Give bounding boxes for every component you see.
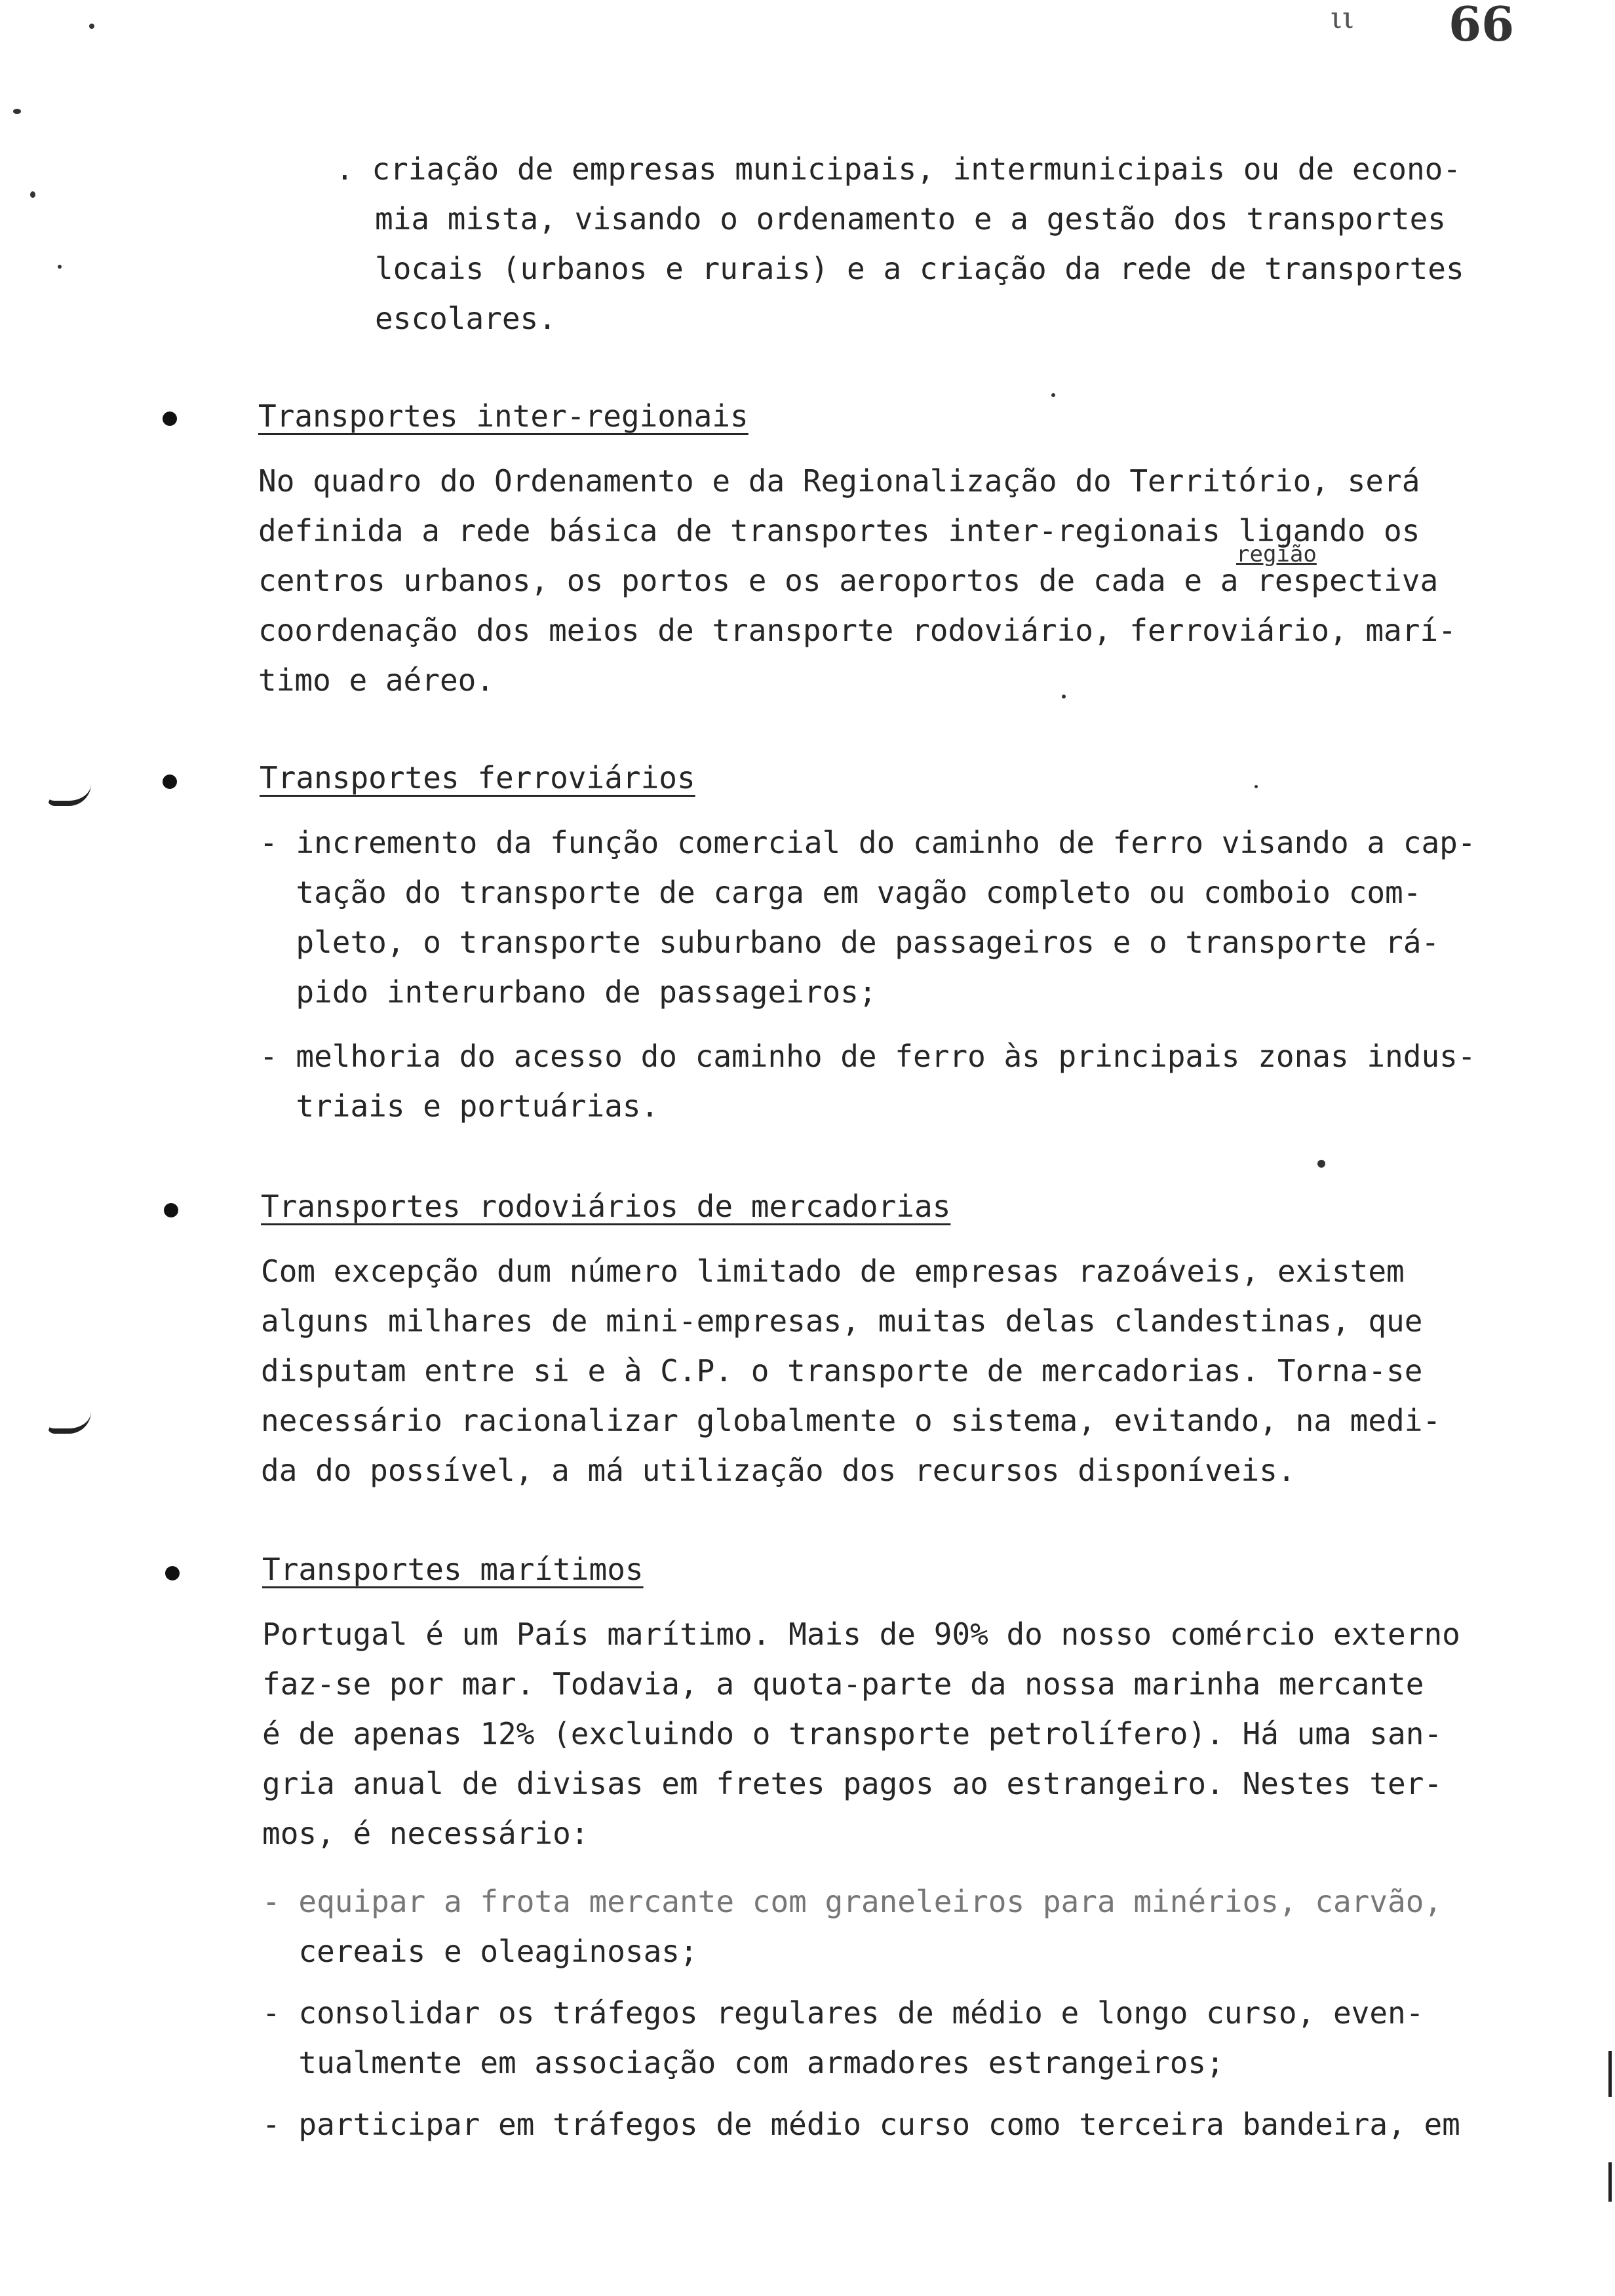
list-item	[262, 1988, 1424, 2088]
text-line: da do possível, a má utilização dos recursos disponíveis.	[261, 1453, 1296, 1488]
section-heading: Transportes inter-regionais	[258, 398, 749, 434]
text-line: Com excepção dum número limitado de empresas razoáveis, existem	[261, 1253, 1405, 1289]
section-heading: Transportes ferroviários	[260, 760, 695, 795]
bullet-icon	[165, 1566, 180, 1580]
text-line: Portugal é um País marítimo. Mais de 90% do nosso comércio externo	[262, 1617, 1460, 1652]
margin-check-mark	[47, 1411, 91, 1434]
scan-speck	[58, 265, 62, 269]
list-item	[262, 1877, 1442, 1976]
margin-bar-mark	[1608, 2051, 1612, 2097]
text-line: pleto, o transporte suburbano de passageiros e o transporte rá-	[260, 925, 1440, 960]
scan-speck	[1051, 393, 1055, 397]
text-line: - equipar a frota mercante com graneleiros para minérios, carvão,	[262, 1884, 1443, 1919]
text-line: - consolidar os tráfegos regulares de médio e longo curso, even-	[262, 1995, 1424, 2031]
text-line: - incremento da função comercial do caminho de ferro visando a cap-	[260, 825, 1476, 860]
text-line: gria anual de divisas em fretes pagos ao estrangeiro. Nestes ter-	[262, 1766, 1443, 1801]
text-line: centros urbanos, os portos e os aeroportos de cada e a respectiva	[258, 563, 1439, 598]
section-paragraph	[261, 1246, 1441, 1495]
text-line: . criação de empresas municipais, intermunicipais ou de econo-	[336, 151, 1462, 187]
scan-speck	[1317, 1160, 1325, 1168]
text-line: tação do transporte de carga em vagão completo ou comboio com-	[260, 875, 1422, 910]
text-line: mos, é necessário:	[262, 1816, 589, 1851]
bullet-icon	[164, 1203, 178, 1217]
text-line: faz-se por mar. Todavia, a quota-parte da nossa marinha mercante	[262, 1666, 1424, 1702]
text-line: disputam entre si e à C.P. o transporte de mercadorias. Torna-se	[261, 1353, 1423, 1388]
text-line: cereais e oleaginosas;	[262, 1934, 698, 1969]
page-number: 66	[1449, 0, 1515, 52]
text-line: alguns milhares de mini-empresas, muitas delas clandestinas, que	[261, 1303, 1423, 1339]
section-heading: Transportes marítimos	[262, 1552, 644, 1587]
list-item	[262, 2099, 1460, 2149]
text-line: necessário racionalizar globalmente o sistema, evitando, na medi-	[261, 1403, 1441, 1438]
margin-bar-mark	[1608, 2162, 1612, 2202]
margin-check-mark	[47, 784, 91, 806]
text-line: - participar em tráfegos de médio curso como terceira bandeira, em	[262, 2107, 1460, 2142]
text-line: coordenação dos meios de transporte rodoviário, ferroviário, marí-	[258, 613, 1456, 648]
text-line: No quadro do Ordenamento e da Regionalização do Território, será	[258, 463, 1420, 499]
bullet-icon	[163, 775, 177, 789]
text-line: - melhoria do acesso do caminho de ferro às principais zonas indus-	[260, 1039, 1476, 1074]
intro-item	[336, 144, 1464, 343]
scan-speck	[89, 24, 94, 29]
list-item	[260, 818, 1476, 1017]
text-line: timo e aéreo.	[258, 662, 495, 698]
text-line: definida a rede básica de transportes inter-regionais ligando os	[258, 513, 1420, 548]
text-line: tualmente em associação com armadores estrangeiros;	[262, 2045, 1224, 2080]
text-line: pido interurbano de passageiros;	[260, 974, 877, 1010]
scan-speck	[13, 109, 21, 114]
bullet-icon	[163, 411, 177, 426]
scan-speck	[1255, 785, 1258, 788]
text-line: triais e portuárias.	[260, 1088, 659, 1124]
text-line: escolares.	[375, 301, 556, 336]
section-paragraph	[262, 1609, 1460, 1858]
section-paragraph	[258, 456, 1456, 705]
text-line: locais (urbanos e rurais) e a criação da rede de transportes	[375, 251, 1464, 286]
handwritten-insert: região	[1236, 541, 1317, 567]
text-line: é de apenas 12% (excluindo o transporte petrolífero). Há uma san-	[262, 1716, 1443, 1751]
section-heading: Transportes rodoviários de mercadorias	[261, 1189, 951, 1224]
scan-speck	[30, 191, 35, 198]
page-mark: ιι	[1331, 0, 1355, 35]
list-item	[260, 1031, 1476, 1131]
text-line: mia mista, visando o ordenamento e a gestão dos transportes	[375, 201, 1446, 237]
